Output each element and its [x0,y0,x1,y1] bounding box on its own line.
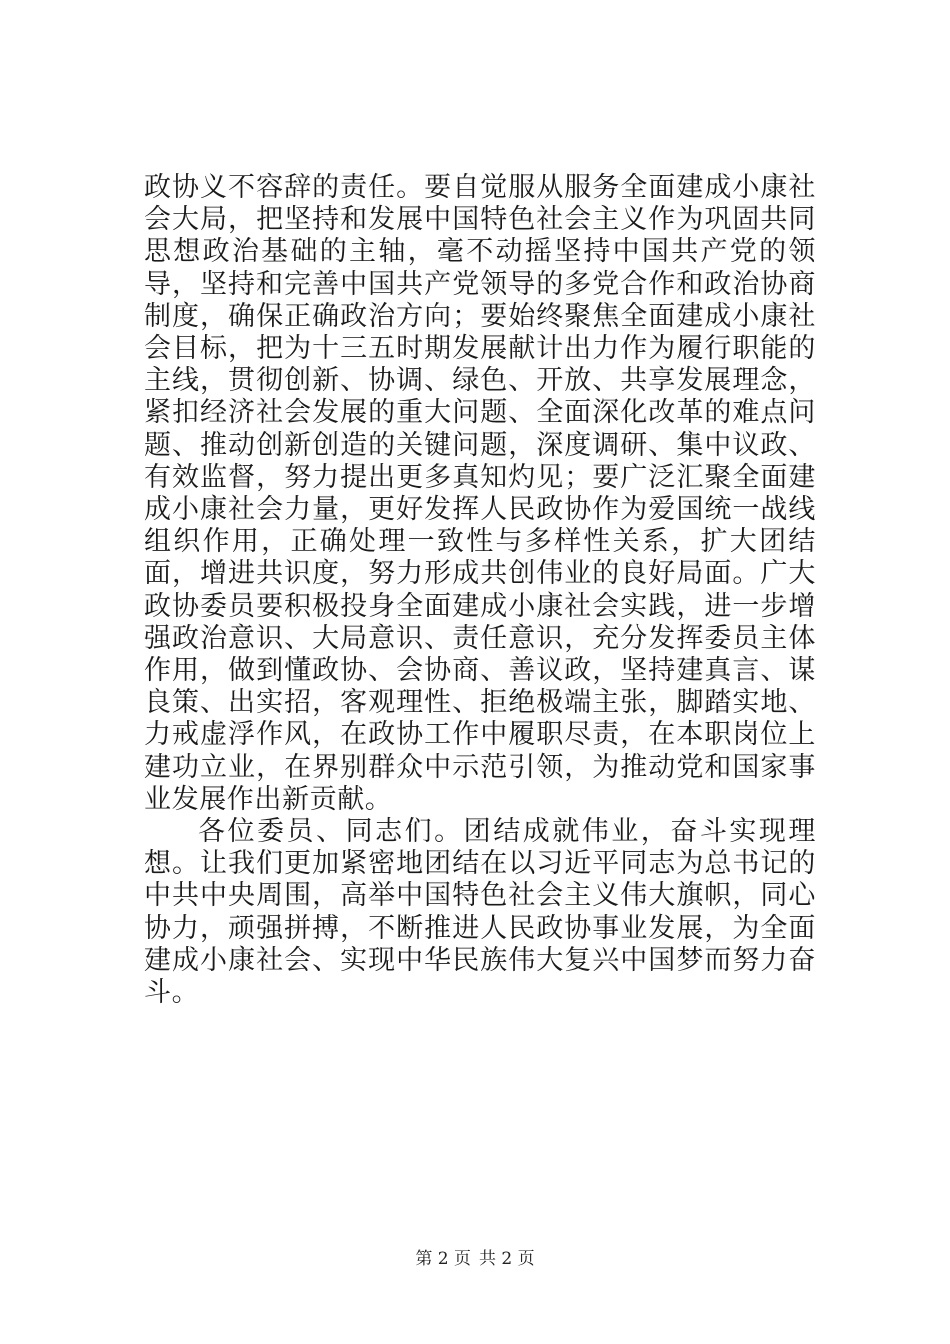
page-number: 第 2 页 [415,1249,471,1269]
page-footer [0,1244,950,1269]
paragraph-2: 各位委员、同志们。团结成就伟业，奋斗实现理想。让我们更加紧密地团结在以习近平同志为总书记的中共中央周围，高举中国特色社会主义伟大旗帜，同心协力，顽强拼搏，不断推进人民政协事业发展，为全面建成小康社会、实现中华民族伟大复兴中国梦而努力奋斗。 [144,816,816,1009]
document-body [144,172,816,1009]
page-total: 共 2 页 [479,1249,535,1269]
paragraph-1: 政协义不容辞的责任。要自觉服从服务全面建成小康社会大局，把坚持和发展中国特色社会主义作为巩固共同思想政治基础的主轴，毫不动摇坚持中国共产党的领导，坚持和完善中国共产党领导的多党合作和政治协商制度，确保正确政治方向；要始终聚焦全面建成小康社会目标，把为十三五时期发展献计出力作为履行职能的主线，贯彻创新、协调、绿色、开放、共享发展理念，紧扣经济社会发展的重大问题、全面深化改革的难点问题、推动创新创造的关键问题，深度调研、集中议政、有效监督，努力提出更多真知灼见；要广泛汇聚全面建成小康社会力量，更好发挥人民政协作为爱国统一战线组织作用，正确处理一致性与多样性关系，扩大团结面，增进共识度，努力形成共创伟业的良好局面。广大政协委员要积极投身全面建成小康社会实践，进一步增强政治意识、大局意识、责任意识，充分发挥委员主体作用，做到懂政协、会协商、善议政，坚持建真言、谋良策、出实招，客观理性、拒绝极端主张，脚踏实地、力戒虚浮作风，在政协工作中履职尽责，在本职岗位上建功立业，在界别群众中示范引领，为推动党和国家事业发展作出新贡献。 [144,172,816,815]
